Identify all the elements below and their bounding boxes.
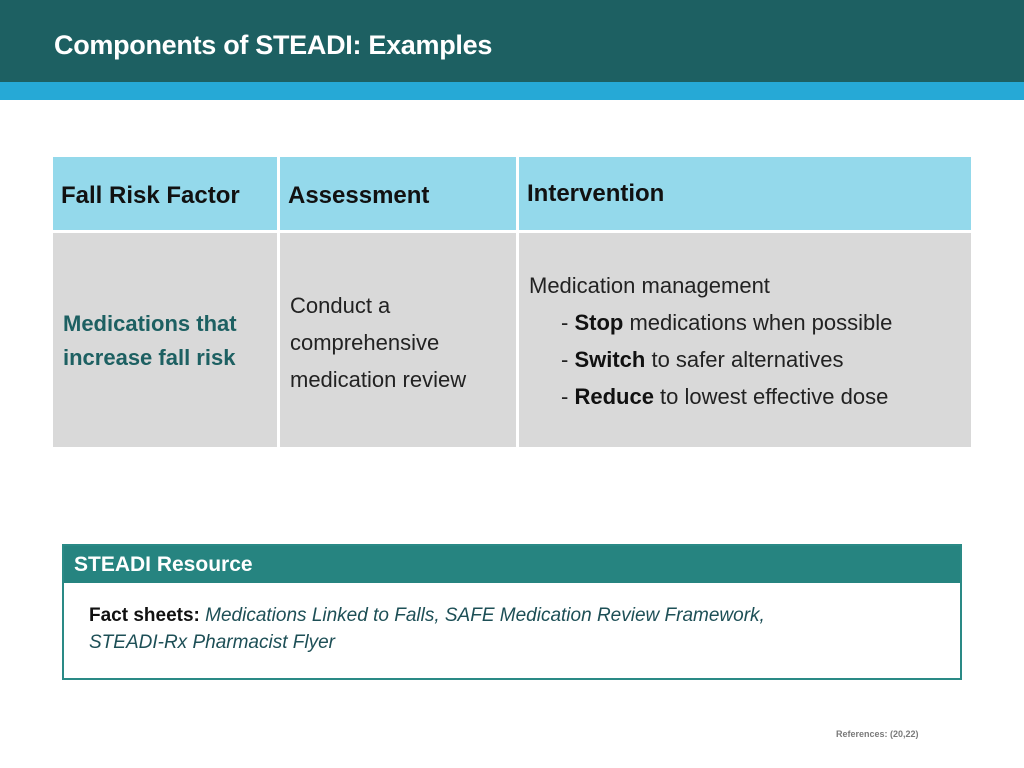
header-fall-risk-factor bbox=[53, 157, 277, 230]
intervention-item: - Reduce to lowest effective dose bbox=[561, 384, 889, 409]
intervention-item: - Stop medications when possible bbox=[561, 310, 893, 335]
cell-intervention bbox=[519, 233, 971, 447]
resource-body bbox=[89, 602, 909, 656]
header-label: Fall Risk Factor bbox=[61, 182, 240, 209]
steadi-table bbox=[53, 157, 971, 447]
header-intervention bbox=[519, 157, 971, 230]
header-assessment bbox=[280, 157, 516, 230]
steadi-resource-box bbox=[62, 544, 962, 680]
assessment-text bbox=[290, 287, 466, 398]
assessment-line: Conduct a bbox=[290, 293, 391, 318]
fact-sheets-line1: Medications Linked to Falls, SAFE Medication Review Framework, bbox=[199, 605, 765, 626]
cell-assessment bbox=[280, 233, 516, 447]
fall-risk-factor-text bbox=[63, 307, 237, 375]
title-bar bbox=[0, 0, 1024, 82]
resource-header-label: STEADI Resource bbox=[74, 553, 253, 576]
factor-line: Medications that bbox=[63, 311, 237, 336]
intervention-item: - Switch to safer alternatives bbox=[561, 347, 844, 372]
factor-line: increase fall risk bbox=[63, 345, 236, 370]
fact-sheets-line2: STEADI-Rx Pharmacist Flyer bbox=[89, 632, 335, 653]
accent-bar bbox=[0, 82, 1024, 100]
references: References: (20,22) bbox=[836, 729, 919, 739]
resource-header bbox=[64, 546, 960, 583]
cell-fall-risk-factor bbox=[53, 233, 277, 447]
intervention-text bbox=[529, 267, 892, 415]
intervention-title: Medication management bbox=[529, 273, 770, 298]
header-label: Assessment bbox=[288, 182, 430, 209]
fact-sheets-label: Fact sheets: bbox=[89, 605, 200, 626]
header-label: Intervention bbox=[527, 180, 665, 207]
assessment-line: medication review bbox=[290, 367, 467, 392]
assessment-line: comprehensive bbox=[290, 330, 440, 355]
slide-title: Components of STEADI: Examples bbox=[54, 30, 493, 60]
